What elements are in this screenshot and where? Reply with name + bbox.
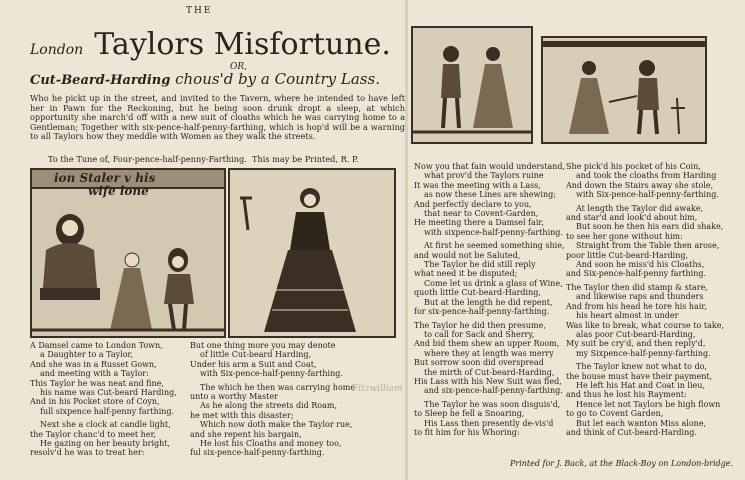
verse-line: and think of Cut-beard-Harding. [566, 427, 697, 437]
verse-line: to see her gone without him: [566, 231, 683, 241]
printer-imprint: Printed for J. Back, at the Black-Boy on London-bridge. [510, 459, 734, 468]
verse-line: my Sixpence-half-penny-farthing. [576, 348, 711, 358]
woodcut-caption-line-1: ion Staler v his [54, 171, 156, 185]
verse-line: quoth little Cut-beard-Harding, [414, 288, 541, 298]
verse-line: as now these Lines are shewing; [424, 190, 556, 200]
verse-line: what need it be disputed; [414, 269, 518, 279]
verse-column-3 [414, 162, 564, 437]
verse-column-1 [30, 341, 190, 458]
verse-line: what prov'd the Taylors ruine [424, 171, 544, 181]
woodcut-caption-line-2: wife lone [88, 184, 149, 198]
verse-line: His Lass with his New Suit was fled, [414, 376, 562, 386]
verse-line: As he along the streets did Roam, [200, 401, 338, 411]
verse-line: And down the Stairs away she stole, [566, 180, 714, 190]
title-main: Taylors Misfortune. [94, 27, 391, 62]
verse-line: the mirth of Cut-beard-Harding, [424, 367, 555, 377]
woodcut-standing-woman [228, 168, 396, 338]
verse-line: and she repent his bargain, [190, 429, 302, 439]
verse-line: But let each wanton Miss alone, [576, 418, 707, 428]
verse-line: He left his Hat and Coat in lieu, [576, 380, 705, 390]
verse-line: his name was Cut-beard Harding, [40, 388, 177, 398]
verse-line: and six-pence-half-penny-farthing. [424, 386, 563, 396]
verse-line: the house must have their payment, [566, 371, 713, 381]
woodcut-couple-one-illustration [413, 28, 531, 142]
title-or: OR, [230, 62, 248, 72]
verse-line: The Taylor he did then presume, [414, 320, 546, 330]
verse-line: But sorrow soon did overspread [414, 358, 544, 368]
verse-line: poor little Cut-beard-Harding, [566, 250, 689, 260]
verse-line: His Lass then presently de-vis'd [424, 418, 554, 428]
subtitle-name: Cut-Beard-Harding [30, 73, 171, 88]
verse-line: And soon he miss'd his Cloaths, [576, 260, 705, 270]
verse-line: for six-pence-half-penny-farthing. [414, 307, 550, 317]
woodcut-standing-woman-illustration [230, 170, 394, 336]
verse-line: He meeting there a Damsel fair, [414, 218, 544, 228]
verse-line: resolv'd he was to treat her: [30, 448, 145, 458]
verse-line: And from his head he tore his hair, [566, 301, 707, 311]
verse-line: and likewise raps and thunders [576, 292, 704, 302]
verse-line: the Taylor chanc'd to meet her, [30, 429, 157, 439]
verse-line: And in his Pocket store of Coyn, [30, 397, 160, 407]
verse-line: unto a worthy Master [190, 392, 278, 402]
verse-line: The Taylor knew not what to do, [576, 362, 707, 372]
verse-line: The Taylor then did stamp & stare, [566, 282, 708, 292]
library-stamp: Fitzwilliam [352, 384, 403, 394]
verse-line: he met with this disaster; [190, 410, 294, 420]
verse-line: with Six-pence-half-penny-farthing. [200, 369, 343, 379]
verse-line: My suit be cry'd, and then reply'd, [566, 339, 706, 349]
verse-line: and thus he lost his Rayment: [566, 390, 687, 400]
verse-line: The Taylor he was soon disguis'd, [424, 399, 561, 409]
verse-line: The which he then was carrying home [200, 382, 356, 392]
verse-line: Under his arm a Suit and Coat, [190, 359, 317, 369]
verse-line: ful six-pence-half-penny-farthing. [190, 448, 325, 458]
verse-line: alas poor Cut-beard-Harding, [576, 329, 696, 339]
verse-line: and meeting with a Taylor: [40, 369, 149, 379]
verse-line: and would not be Saluted, [414, 250, 521, 260]
verse-line: with Six-pence-half-penny-farthing. [576, 190, 719, 200]
verse-line: to fit him for his Whoring: [414, 427, 520, 437]
verse-line: where they at length was merry [424, 348, 554, 358]
verse-line: Hence let not Taylors be high flown [576, 399, 721, 409]
verse-line: At length the Taylor did awake, [576, 203, 704, 213]
verse-line: Straight from the Table then arose, [576, 241, 720, 251]
verse-line: This Taylor he was neat and fine, [30, 378, 164, 388]
title-the: THE [186, 6, 213, 16]
woodcut-couple-two-illustration [543, 38, 705, 142]
verse-line: a Daughter to a Taylor, [40, 350, 133, 360]
verse-line: A Damsel came to London Town, [30, 341, 163, 350]
verse-line: But soon he then his ears did shake, [576, 222, 724, 232]
verse-line: and star'd and look'd about him, [566, 213, 698, 223]
tune-line: To the Tune of, Four-pence-half-penny-Farthing. [48, 154, 247, 164]
verse-line: He lost his Cloaths and money too, [200, 439, 342, 449]
verse-line: And perfectly declare to you, [414, 199, 532, 209]
verse-line: and took the cloaths from Harding [576, 171, 717, 181]
verse-line: and Six-pence-half-penny farthing. [566, 269, 707, 279]
verse-line: to Sleep he fell a Snoaring, [414, 409, 525, 419]
verse-line: his heart almost in under [576, 311, 679, 321]
woodcut-couple-one [411, 26, 533, 144]
printed-mark: This may be Printed, R. P. [252, 154, 359, 164]
verse-line: Was like to break, what course to take, [566, 320, 725, 330]
verse-line: Now you that fain would understand, [414, 162, 566, 171]
verse-line: She pick'd his pocket of his Coin, [566, 162, 701, 171]
title-london: London [30, 42, 84, 58]
verse-line: And she was in a Russet Gown, [30, 359, 157, 369]
verse-line: full sixpence half-penny farthing. [40, 406, 175, 416]
verse-line: And bid them shew an upper Room, [414, 339, 560, 349]
verse-line: But at the length he did repent, [424, 297, 553, 307]
subtitle [30, 70, 410, 88]
verse-line: Come let us drink a glass of Wine, [424, 278, 563, 288]
verse-line: He gazing on her beauty bright, [40, 439, 171, 449]
verse-line: to call for Sack and Sherry, [424, 329, 535, 339]
verse-column-4 [566, 162, 742, 437]
verse-line: to go to Covent Garden, [566, 409, 664, 419]
subtitle-rest: chous'd by a Country Lass. [175, 70, 380, 88]
title-line [30, 27, 410, 62]
verse-line: But one thing more you may denote [190, 341, 336, 350]
verse-line: The Taylor he did still reply [424, 260, 536, 270]
verse-line: of little Cut-beard Harding, [200, 350, 312, 360]
verse-line: Which now doth make the Taylor rue, [200, 420, 353, 430]
verse-line: It was the meeting with a Lass, [414, 180, 541, 190]
intro-paragraph: Who he pickt up in the street, and invited to the Tavern, where he intended to have left her in Pawn for the Reckoning, but he being soon drunk dropt a sleep, at which opportunity she march'd off with a new suit of cloaths which he was carrying home to a Gentleman; Together with six-pence-half-penny-farthing, which is hop'd will be a warning to all Taylors how they meddle with Women as they walk the streets. [30, 93, 405, 142]
woodcut-caption [54, 172, 155, 198]
verse-column-2 [190, 341, 370, 458]
verse-line: Next she a clock at candle light, [40, 420, 171, 430]
verse-line: At first he seemed something shie, [424, 241, 565, 251]
verse-line: with sixpence-half-penny-farthing. [424, 227, 563, 237]
woodcut-couple-two [541, 36, 707, 144]
verse-line: that near to Covent-Garden, [424, 209, 539, 219]
